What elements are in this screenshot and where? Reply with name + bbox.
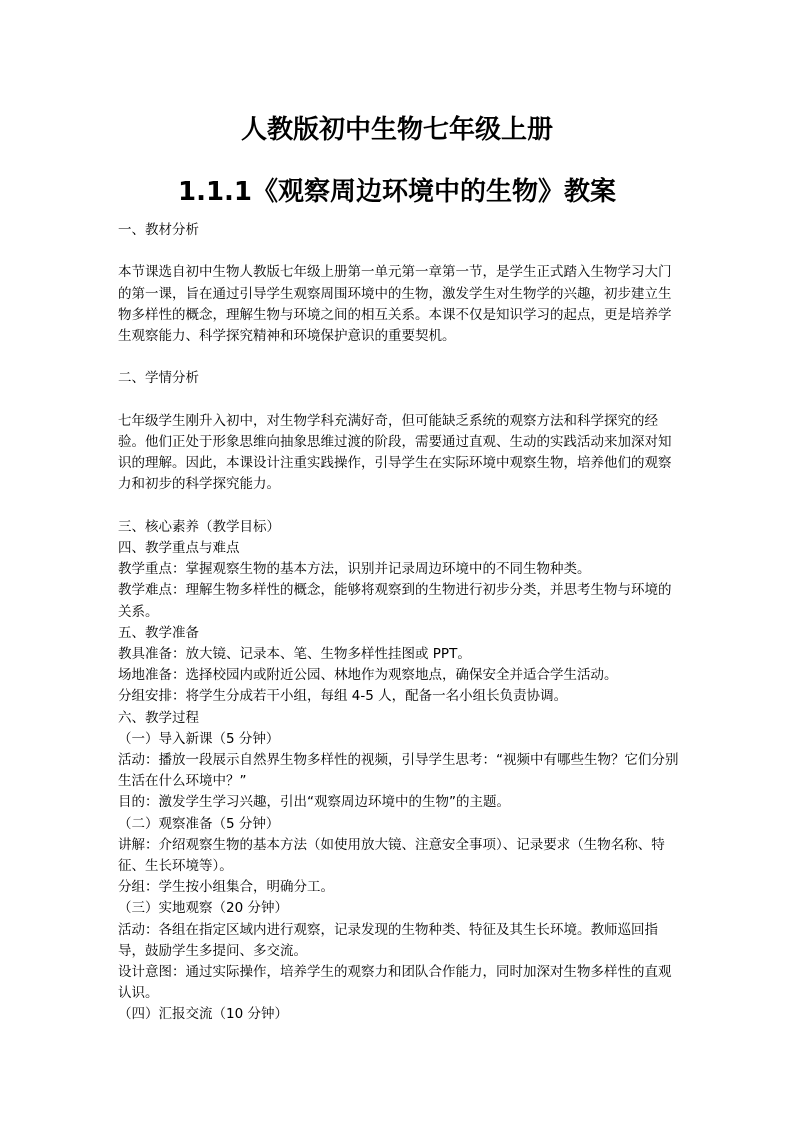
section-heading-process: 六、教学过程 (118, 709, 199, 726)
subheading-observation-prep: （二）观察准备（5 分钟） (118, 815, 280, 832)
paragraph-gap (118, 496, 683, 517)
paragraph-gap (118, 390, 683, 411)
text-explanation: 讲解：介绍观察生物的基本方法（如使用放大镜、注意安全事项）、记录要求（生物名称、特征、生长环境等）。 (118, 836, 665, 875)
paragraph-textbook-analysis: 本节课选自初中生物人教版七年级上册第一单元第一章第一节，是学生正式踏入生物学习大门的第一课，旨在通过引导学生观察周围环境中的生物，激发学生对生物学的兴趣，初步建立生物多样性的概念，理解生物与环境之间的相互关系。本课不仅是知识学习的起点，更是培养学生观察能力、科学探究精神和环境保护意识的重要契机。 (118, 264, 672, 344)
section-heading-preparation: 五、教学准备 (118, 624, 199, 641)
subheading-introduction: （一）导入新课（5 分钟） (118, 730, 280, 747)
text-grouping-step: 分组：学生按小组集合，明确分工。 (118, 879, 334, 896)
document-body (118, 220, 683, 1026)
text-field-activity: 活动：各组在指定区域内进行观察，记录发现的生物种类、特征及其生长环境。教师巡回指导，鼓励学生多提问、多交流。 (118, 921, 658, 959)
text-introduction-activity: 活动：播放一段展示自然界生物多样性的视频，引导学生思考：“视频中有哪些生物？它们分别生活在什么环境中？” (118, 752, 679, 790)
section-heading-key-points: 四、教学重点与难点 (118, 539, 240, 556)
paragraph-gap (118, 347, 683, 368)
text-introduction-purpose: 目的：激发学生学习兴趣，引出“观察周边环境中的生物”的主题。 (118, 794, 510, 811)
section-heading-student-analysis: 二、学情分析 (118, 370, 199, 387)
subheading-report-exchange: （四）汇报交流（10 分钟） (118, 1006, 288, 1023)
text-teaching-focus: 教学重点：掌握观察生物的基本方法，识别并记录周边环境中的不同生物种类。 (118, 561, 591, 578)
paragraph-gap (118, 241, 683, 262)
section-heading-textbook-analysis: 一、教材分析 (118, 222, 199, 238)
subheading-field-observation: （三）实地观察（20 分钟） (118, 900, 288, 917)
section-heading-core-literacy: 三、核心素养（教学目标） (118, 518, 280, 535)
text-teaching-difficulty: 教学难点：理解生物多样性的概念，能够将观察到的生物进行初步分类，并思考生物与环境的关系。 (118, 582, 672, 620)
lesson-title: 1.1.1《观察周边环境中的生物》教案 (177, 177, 617, 207)
document-title: 人教版初中生物七年级上册 (240, 115, 553, 145)
text-venue-preparation: 场地准备：选择校园内或附近公园、林地作为观察地点，确保安全并适合学生活动。 (118, 667, 618, 684)
text-design-intent: 设计意图：通过实际操作，培养学生的观察力和团队合作能力，同时加深对生物多样性的直观认识。 (118, 964, 672, 1002)
paragraph-student-analysis: 七年级学生刚升入初中，对生物学科充满好奇，但可能缺乏系统的观察方法和科学探究的经验。他们正处于形象思维向抽象思维过渡的阶段，需要通过直观、生动的实践活动来加深对知识的理解。因此，本课设计注重实践操作，引导学生在实际环境中观察生物，培养他们的观察力和初步的科学探究能力。 (118, 412, 672, 493)
text-teaching-aids: 教具准备：放大镜、记录本、笔、生物多样性挂图或 PPT。 (118, 646, 471, 662)
text-grouping: 分组安排：将学生分成若干小组，每组 4-5 人，配备一名小组长负责协调。 (118, 688, 568, 705)
